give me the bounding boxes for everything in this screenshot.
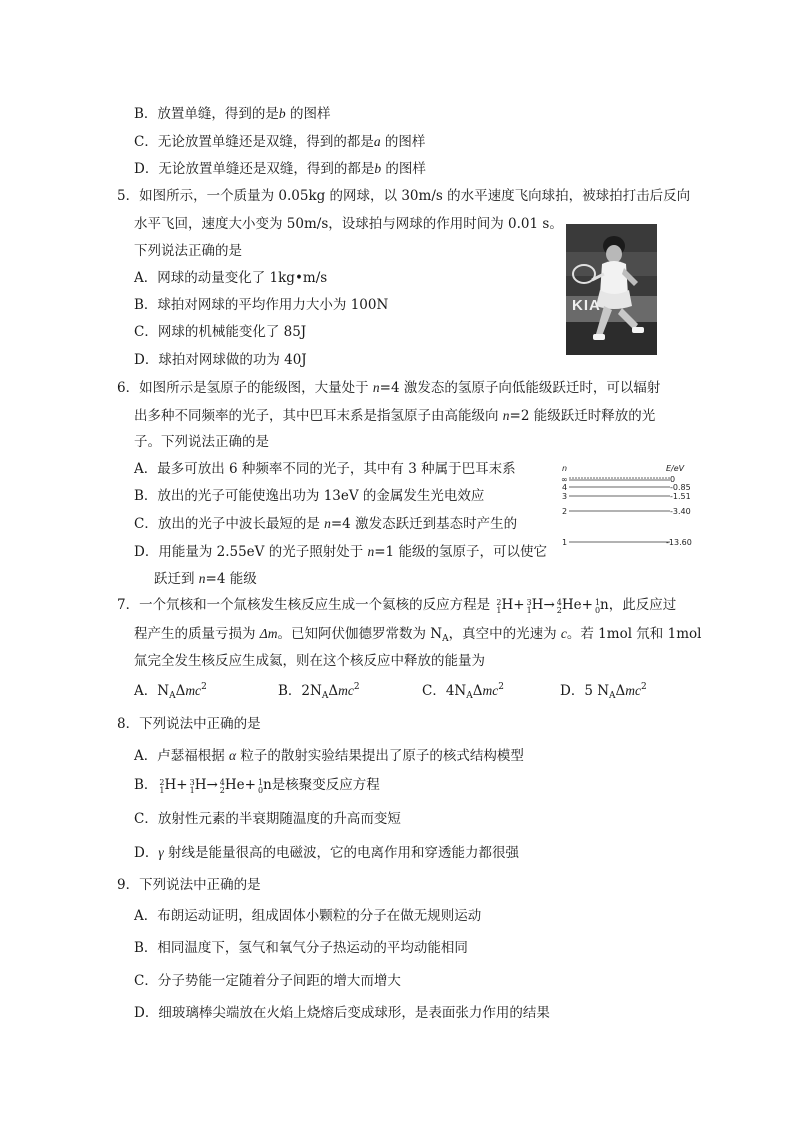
q8-iso-h2-z: 1 [159,786,165,795]
q7-b-sq: 2 [353,682,360,692]
q7-d-text: D．5 N [560,683,610,699]
level-n-2: 2 [562,507,568,516]
level-e-inf: 0 [670,475,676,484]
q6-option-d2-b: =4 能级 [205,571,257,587]
q6-option-d2-a: 跃迁到 [154,571,199,587]
q4-option-c-end: 的图样 [380,134,426,150]
q4-option-d-var: b [374,161,382,176]
q8-a-end: 粒子的散射实验结果提出了原子的核式结构模型 [236,748,524,764]
q8-iso-h3-mass: 3 [189,778,195,787]
q7-a-text: A．N [134,683,170,699]
q7-reaction-equation [494,597,608,613]
q6-n-var: n [372,380,380,395]
q6-line2a: 出多种不同频率的光子，其中巴耳末系是指氢原子由高能级向 [134,408,503,424]
q6-line2b: =2 能级跃迁时释放的光 [509,408,656,424]
q4-option-c [134,135,425,150]
q6-option-d-line2 [154,572,257,587]
iso-n1-z: 0 [594,606,601,615]
q7-c-var: c [560,626,567,641]
q8-option-b [134,779,380,795]
q6-n-var-2: n [502,408,510,423]
q9-option-a: A．布朗运动证明，组成固体小颗粒的分子在做无规则运动 [134,908,482,924]
q8-reaction-equation [157,777,271,793]
q6-line1a: 6．如图所示是氢原子的能级图，大量处于 [117,380,373,396]
q8-iso-n1-z: 0 [257,786,264,795]
q8-sym-n: n [263,777,272,793]
iso-h2-mass: 2 [496,598,502,607]
q8-stem: 8．下列说法中正确的是 [117,716,261,732]
sym-h-2: H [531,597,544,613]
q6-line1b: =4 激发态的氢原子向低能级跃迁时，可以辐射 [379,380,661,396]
q7-option-c [422,683,504,701]
q7-a-sub: A [169,691,176,701]
q7-d-sub: A [609,691,616,701]
iso-he4-z: 2 [556,606,562,615]
q4-option-b-end: 的图样 [285,106,331,122]
iso-h2-z: 1 [496,606,502,615]
q7-a-mc: mc [185,683,202,698]
diagram-e-label: E/eV [666,464,685,473]
q7-stem-line1 [117,599,676,615]
iso-h3-mass: 3 [526,598,532,607]
q7-stem-line2 [134,627,701,644]
diagram-n-label: n [562,464,568,473]
q7-b-mc: mc [338,683,354,698]
q7-b-text: B．2N [278,683,322,699]
q8-d-prefix: D． [134,845,159,861]
q4-option-b-var: b [278,106,286,121]
q7-c-delta: Δ [472,683,483,699]
q7-c-mc: mc [482,683,499,698]
q7-option-a [134,683,207,701]
q8-sym-he: He [224,777,245,793]
q7-stem-line3: 氚完全发生核反应生成氦，则在这个核反应中释放的能量为 [134,653,485,669]
q6-option-d [134,545,547,560]
level-e-1: -13.60 [666,538,692,547]
q8-iso-n1-mass: 1 [257,778,264,787]
q7-d-delta: Δ [615,683,626,699]
q6-stem-line1 [117,381,660,396]
energy-level-diagram [556,463,706,553]
q6-n-var-3: n [324,516,331,531]
q8-sym-plus-2: + [244,777,256,793]
q7-a-delta: Δ [175,683,186,699]
photo-kia-text: KIA [572,297,601,314]
sym-arrow-1: → [543,597,555,613]
q7-delta-m: Δm [259,626,278,641]
q4-option-b-text: B．放置单缝，得到的是 [134,106,279,122]
q8-iso-he4-z: 2 [219,786,225,795]
q8-sym-h-2: H [194,777,207,793]
level-e-3: -1.51 [670,492,691,501]
q7-c-sq: 2 [498,682,504,692]
level-n-4: 4 [562,483,568,492]
q7-na-sub: A [442,634,449,644]
q4-option-c-text: C．无论放置单缝还是双缝，得到的都是 [134,134,374,150]
q7-line2a: 程产生的质量亏损为 [134,626,260,642]
q7-option-d [560,683,647,701]
q5-stem-line2: 水平飞回，速度大小变为 50m/s，设球拍与网球的作用时间为 0.01 s。 [134,216,563,232]
q9-option-c: C．分子势能一定随着分子间距的增大而增大 [134,973,401,989]
level-n-inf: ∞ [561,475,568,484]
q9-option-b: B．相同温度下，氢气和氧气分子热运动的平均动能相同 [134,940,468,956]
q5-stem-line1: 5．如图所示，一个质量为 0.05kg 的网球，以 30m/s 的水平速度飞向球拍，被球拍打击后反向 [117,188,691,204]
level-e-2: -3.40 [670,507,691,516]
q8-gamma: γ [158,845,164,860]
q6-option-a: A．最多可放出 6 种频率不同的光子，其中有 3 种属于巴耳末系 [134,461,516,477]
q6-stem-line2 [134,409,655,424]
tennis-player-photo [566,224,657,355]
q8-b-suffix: 是核聚变反应方程 [271,777,380,793]
q6-option-c [134,517,517,532]
level-n-3: 3 [562,492,568,501]
q7-d-sq: 2 [641,682,647,692]
q7-line1a: 7．一个氘核和一个氚核发生核反应生成一个氦核的反应方程是 [117,597,495,613]
sym-n-1: n [600,597,609,613]
q4-option-b [134,107,330,122]
q7-line2c: ，真空中的光速为 [448,626,561,642]
q6-stem-line3: 子。下列说法正确的是 [134,434,269,450]
q5-option-b: B．球拍对网球的平均作用力大小为 100N [134,297,389,313]
iso-he4-mass: 4 [556,598,562,607]
q6-option-c-a: C．放出的光子中波长最短的是 [134,516,325,532]
q6-option-b: B．放出的光子可能使逸出功为 13eV 的金属发生光电效应 [134,488,485,504]
q6-option-d-a: D．用能量为 2.55eV 的光子照射处于 [134,544,368,560]
q7-a-sq: 2 [201,682,207,692]
q8-option-d [134,846,519,861]
q5-option-a: A．网球的动量变化了 1kg•m/s [134,270,328,286]
q7-line2d: 。若 1mol 氘和 1mol [566,626,702,642]
q6-option-d-b: =1 能级的氢原子，可以使它 [374,544,547,560]
tennis-player-illustration [566,224,657,355]
sym-he-1: He [561,597,582,613]
q8-sym-h-1: H [164,777,177,793]
sym-plus-2: + [581,597,593,613]
q8-sym-plus-1: + [176,777,188,793]
q6-option-c-b: =4 激发态跃迁到基态时产生的 [330,516,518,532]
q8-iso-he4-mass: 4 [219,778,225,787]
iso-h3-z: 1 [526,606,532,615]
q8-d-end: 射线是能量很高的电磁波，它的电离作用和穿透能力都很强 [163,845,519,861]
q4-option-d [134,162,426,177]
level-n-1: 1 [562,538,568,547]
q7-d-mc: mc [625,683,642,698]
q7-b-sub: A [321,691,329,701]
q5-option-d: D．球拍对网球做的功为 40J [134,352,307,368]
q4-option-c-var: a [373,134,381,149]
q5-stem-line3: 下列说法正确的是 [134,243,242,259]
q7-line2b: 。已知阿伏伽德罗常数为 N [277,626,443,642]
q8-a-text: A．卢瑟福根据 [134,748,230,764]
energy-level-svg [556,463,706,553]
q4-option-d-end: 的图样 [381,161,426,177]
q8-iso-h3-z: 1 [189,786,195,795]
iso-n1-mass: 1 [594,598,601,607]
level-e-4: -0.85 [670,483,691,492]
q8-option-a [134,749,524,764]
q7-c-sub: A [466,691,473,701]
q6-n-var-5: n [198,571,206,586]
sym-h-1: H [501,597,514,613]
q9-stem: 9．下列说法中正确的是 [117,877,261,893]
q6-n-var-4: n [367,544,375,559]
q8-option-c: C．放射性元素的半衰期随温度的升高而变短 [134,811,401,827]
q8-alpha: α [229,748,237,763]
q5-option-c: C．网球的机械能变化了 85J [134,324,307,340]
q7-line1b: ，此反应过 [608,597,677,613]
q8-b-prefix: B． [134,777,158,793]
q7-option-b [278,683,360,701]
q8-sym-arrow: → [206,777,218,793]
sym-plus-1: + [513,597,525,613]
q7-c-text: C．4N [422,683,467,699]
q4-option-d-text: D．无论放置单缝还是双缝，得到的都是 [134,161,375,177]
q8-iso-h2-mass: 2 [159,778,165,787]
q7-b-delta: Δ [328,683,339,699]
q9-option-d: D．细玻璃棒尖端放在火焰上烧熔后变成球形，是表面张力作用的结果 [134,1005,550,1021]
